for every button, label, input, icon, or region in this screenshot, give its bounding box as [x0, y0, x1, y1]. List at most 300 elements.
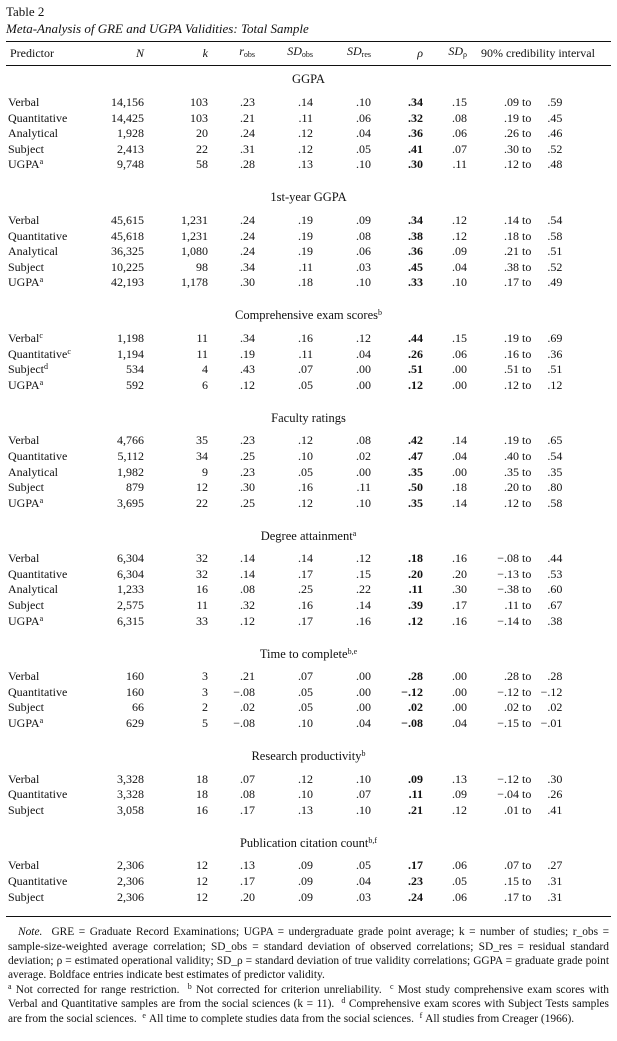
table-row — [6, 787, 611, 803]
sd-rho-cell: .00 — [452, 377, 467, 392]
n-cell: 592 — [126, 377, 144, 392]
sd-res-cell: .00 — [356, 669, 371, 684]
sd-obs-cell: .05 — [298, 464, 313, 479]
k-cell: 32 — [196, 566, 208, 581]
ci-lower: .17 — [504, 275, 519, 290]
ci-lower: .19 — [504, 330, 519, 345]
predictor-cell — [6, 433, 106, 449]
section-title-footnote: a — [352, 528, 357, 538]
section-title — [6, 640, 611, 665]
table-row — [6, 874, 611, 890]
sd-rho-cell: .04 — [452, 448, 467, 463]
note-paragraph — [8, 925, 609, 983]
predictor-name: Subject — [8, 889, 44, 904]
sd-res-cell: .08 — [356, 433, 371, 448]
header-sd-rho: $SD_\rho$ — [448, 44, 467, 60]
rho-cell: −.12 — [401, 684, 423, 699]
n-cell: 1,233 — [117, 582, 144, 597]
ci-upper: .36 — [547, 346, 563, 361]
table-row — [6, 275, 611, 291]
ci-upper: .30 — [547, 771, 563, 786]
n-cell: 1,194 — [117, 346, 144, 361]
r-obs-cell: .31 — [240, 141, 255, 156]
sd-rho-cell: .09 — [452, 244, 467, 259]
table-page — [6, 3, 611, 1026]
rho-cell: .11 — [408, 787, 423, 802]
r-obs-cell: .17 — [240, 874, 255, 888]
table-row — [6, 126, 611, 142]
sd-res-cell: .16 — [356, 613, 371, 628]
sd-rho-cell: .15 — [452, 330, 467, 345]
sd-obs-cell: .11 — [298, 346, 313, 361]
ci-lower: .14 — [504, 212, 519, 227]
table-body — [6, 66, 611, 916]
sd-rho-cell: .00 — [452, 684, 467, 699]
section-title-text: 1st-year GGPA — [270, 190, 347, 205]
r-obs-cell: .24 — [240, 228, 255, 243]
ci-to: to — [522, 362, 532, 377]
section-header-row — [6, 522, 611, 547]
section-title — [6, 184, 611, 209]
predictor-cell — [6, 480, 106, 496]
rho-cell: .12 — [408, 377, 423, 392]
predictor-footnote: a — [39, 377, 44, 387]
predictor-name: Verbal — [8, 330, 40, 345]
r-obs-cell: .20 — [240, 889, 255, 904]
predictor-name: Analytical — [8, 582, 58, 597]
predictor-cell — [6, 685, 106, 701]
ci-lower: −.12 — [497, 684, 519, 699]
ci-upper: .59 — [547, 95, 563, 109]
ci-upper: .38 — [547, 613, 563, 628]
credibility-interval-cell — [467, 213, 611, 229]
predictor-cell — [6, 598, 106, 614]
predictor-footnote: a — [39, 716, 44, 726]
k-cell: 4 — [202, 362, 208, 377]
credibility-interval-cell — [467, 803, 611, 819]
rho-cell: .45 — [408, 259, 423, 274]
r-obs-cell: .02 — [240, 700, 255, 715]
r-obs-cell: .30 — [240, 480, 255, 495]
header-predictor: Predictor — [10, 45, 54, 60]
predictor-name: Verbal — [8, 95, 40, 109]
sd-obs-cell: .05 — [298, 700, 313, 715]
ci-lower: .30 — [504, 141, 519, 156]
section-title-text: Degree attainment — [260, 528, 353, 543]
sd-res-cell: .03 — [356, 259, 371, 274]
k-cell: 32 — [196, 551, 208, 566]
credibility-interval-cell — [467, 95, 611, 111]
k-cell: 11 — [196, 330, 208, 345]
predictor-name: Subject — [8, 802, 44, 817]
credibility-interval-cell — [467, 685, 611, 701]
ci-upper: .52 — [547, 259, 563, 274]
sd-res-cell: .10 — [356, 95, 371, 109]
n-cell: 2,413 — [117, 141, 144, 156]
ci-upper: −.12 — [540, 684, 563, 699]
predictor-name: UGPA — [8, 275, 40, 290]
table-row — [6, 142, 611, 158]
sd-rho-cell: .16 — [452, 613, 467, 628]
n-cell: 1,928 — [117, 126, 144, 141]
table-row — [6, 803, 611, 819]
n-cell: 14,425 — [111, 110, 144, 125]
r-obs-cell: .12 — [240, 377, 255, 392]
predictor-cell — [6, 551, 106, 567]
rho-cell: −.08 — [401, 716, 423, 731]
ci-to: to — [522, 716, 532, 731]
section-gap — [6, 905, 611, 916]
predictor-cell — [6, 787, 106, 803]
section-header-row — [6, 184, 611, 209]
ci-to: to — [522, 448, 532, 463]
table-row — [6, 480, 611, 496]
r-obs-cell: .07 — [240, 771, 255, 786]
ci-lower: −.04 — [497, 787, 519, 802]
header-credibility-interval: 90% credibility interval — [481, 45, 595, 60]
ci-lower: −.12 — [497, 771, 519, 786]
sd-obs-cell: .16 — [298, 330, 313, 345]
k-cell: 35 — [196, 433, 208, 448]
ci-lower: .51 — [504, 362, 519, 377]
predictor-name: Subject — [8, 598, 44, 613]
predictor-cell — [6, 275, 106, 291]
ci-to: to — [522, 346, 532, 361]
sd-rho-cell: .08 — [452, 110, 467, 125]
k-cell: 3 — [202, 684, 208, 699]
credibility-interval-cell — [467, 480, 611, 496]
sd-res-cell: .05 — [356, 141, 371, 156]
ci-upper: .52 — [547, 141, 563, 156]
sd-res-cell: .06 — [356, 110, 371, 125]
rho-cell: .34 — [408, 212, 423, 227]
sd-rho-cell: .09 — [452, 787, 467, 802]
sd-rho-cell: .06 — [452, 889, 467, 904]
predictor-name: Verbal — [8, 669, 40, 684]
rho-cell: .02 — [408, 700, 423, 715]
sd-res-cell: .09 — [356, 212, 371, 227]
ci-to: to — [522, 874, 532, 888]
predictor-cell — [6, 567, 106, 583]
predictor-name: Analytical — [8, 464, 58, 479]
k-cell: 98 — [196, 259, 208, 274]
sd-res-cell: .00 — [356, 684, 371, 699]
predictor-name: Quantitative — [8, 110, 68, 125]
sd-obs-cell: .17 — [298, 566, 313, 581]
predictor-name: UGPA — [8, 157, 40, 172]
table-row — [6, 362, 611, 378]
n-cell: 2,306 — [117, 874, 144, 888]
ci-upper: .48 — [547, 157, 563, 172]
r-obs-cell: .23 — [240, 464, 255, 479]
predictor-cell — [6, 496, 106, 512]
section-gap — [6, 173, 611, 184]
rho-cell: .51 — [408, 362, 423, 377]
n-cell: 5,112 — [117, 448, 144, 463]
credibility-interval-cell — [467, 669, 611, 685]
rho-cell: .50 — [408, 480, 423, 495]
ci-lower: .18 — [504, 228, 519, 243]
ci-upper: .44 — [547, 551, 563, 566]
ci-upper: .65 — [547, 433, 563, 448]
r-obs-cell: .19 — [240, 346, 255, 361]
sd-rho-cell: .17 — [452, 598, 467, 613]
sd-res-cell: .06 — [356, 244, 371, 259]
rho-cell: .09 — [408, 771, 423, 786]
table-title: Meta-Analysis of GRE and UGPA Validities: Total Sample — [6, 21, 309, 36]
n-cell: 2,306 — [117, 858, 144, 873]
predictor-name: Subject — [8, 362, 44, 377]
predictor-cell — [6, 362, 106, 378]
predictor-name: Subject — [8, 700, 44, 715]
sd-obs-cell: .14 — [298, 95, 313, 109]
sd-rho-cell: .20 — [452, 566, 467, 581]
section-title-text: Comprehensive exam scores — [234, 308, 378, 323]
ci-to: to — [522, 669, 532, 684]
section-title-text: Publication citation count — [239, 835, 369, 850]
ci-to: to — [522, 126, 532, 141]
footnote-f: All studies from Creager (1966). — [425, 1012, 575, 1025]
credibility-interval-cell — [467, 449, 611, 465]
predictor-footnote: c — [67, 346, 71, 356]
ci-lower: .26 — [504, 126, 519, 141]
ci-to: to — [522, 582, 532, 597]
sd-res-cell: .04 — [356, 126, 371, 141]
ci-upper: .35 — [547, 464, 563, 479]
r-obs-cell: .21 — [240, 110, 255, 125]
ci-lower: .02 — [504, 700, 519, 715]
k-cell: 1,080 — [181, 244, 208, 259]
rho-cell: .32 — [408, 110, 423, 125]
credibility-interval-cell — [467, 433, 611, 449]
predictor-cell — [6, 772, 106, 788]
sd-obs-cell: .17 — [298, 613, 313, 628]
ci-upper: −.01 — [540, 716, 563, 731]
k-cell: 103 — [190, 95, 208, 109]
table-row — [6, 669, 611, 685]
ci-upper: .67 — [547, 598, 563, 613]
predictor-name: Quantitative — [8, 787, 68, 802]
sd-rho-cell: .00 — [452, 700, 467, 715]
ci-lower: −.14 — [497, 613, 519, 628]
ci-lower: .19 — [504, 433, 519, 448]
rho-cell: .47 — [408, 448, 423, 463]
predictor-cell — [6, 142, 106, 158]
sd-obs-cell: .12 — [298, 141, 313, 156]
section-title-text: Research productivity — [251, 749, 362, 764]
ci-lower: .16 — [504, 346, 519, 361]
table-row — [6, 890, 611, 906]
n-cell: 629 — [126, 716, 144, 731]
credibility-interval-cell — [467, 567, 611, 583]
sd-rho-cell: .06 — [452, 858, 467, 873]
k-cell: 34 — [196, 448, 208, 463]
predictor-footnote: a — [39, 495, 44, 505]
sd-res-cell: .14 — [356, 598, 371, 613]
r-obs-cell: .43 — [240, 362, 255, 377]
section-header-row — [6, 829, 611, 854]
k-cell: 6 — [202, 377, 208, 392]
ci-lower: −.13 — [497, 566, 519, 581]
ci-upper: .54 — [547, 448, 563, 463]
table-row — [6, 229, 611, 245]
credibility-interval-cell — [467, 582, 611, 598]
predictor-name: Analytical — [8, 244, 58, 259]
ci-upper: .28 — [547, 669, 563, 684]
r-obs-cell: .08 — [240, 787, 255, 802]
ci-to: to — [522, 157, 532, 172]
ci-upper: .54 — [547, 212, 563, 227]
footnote-a: Not corrected for range restriction. — [15, 983, 180, 996]
credibility-interval-cell — [467, 614, 611, 630]
n-cell: 2,575 — [117, 598, 144, 613]
sd-res-cell: .03 — [356, 889, 371, 904]
n-cell: 6,304 — [117, 551, 144, 566]
ci-lower: .35 — [504, 464, 519, 479]
ci-lower: .17 — [504, 889, 519, 904]
credibility-interval-cell — [467, 378, 611, 394]
section-gap — [6, 818, 611, 829]
table-row — [6, 157, 611, 173]
rho-cell: .34 — [408, 95, 423, 109]
n-cell: 160 — [126, 669, 144, 684]
ci-to: to — [522, 684, 532, 699]
rho-cell: .24 — [408, 889, 423, 904]
rho-cell: .33 — [408, 275, 423, 290]
k-cell: 16 — [196, 582, 208, 597]
n-cell: 6,315 — [117, 613, 144, 628]
k-cell: 16 — [196, 802, 208, 817]
predictor-footnote: a — [39, 275, 44, 285]
section-title — [6, 302, 611, 327]
table-row — [6, 496, 611, 512]
ci-to: to — [522, 858, 532, 873]
sd-res-cell: .04 — [356, 716, 371, 731]
ci-to: to — [522, 95, 532, 109]
credibility-interval-cell — [467, 260, 611, 276]
credibility-interval-cell — [467, 347, 611, 363]
sd-res-cell: .12 — [356, 330, 371, 345]
predictor-cell — [6, 700, 106, 716]
ci-lower: .01 — [504, 802, 519, 817]
sd-res-cell: .15 — [356, 566, 371, 581]
sd-obs-cell: .05 — [298, 684, 313, 699]
table-row — [6, 772, 611, 788]
r-obs-cell: .34 — [240, 259, 255, 274]
credibility-interval-cell — [467, 700, 611, 716]
predictor-cell — [6, 95, 106, 111]
r-obs-cell: .13 — [240, 858, 255, 873]
credibility-interval-cell — [467, 362, 611, 378]
r-obs-cell: .34 — [240, 330, 255, 345]
ci-lower: .09 — [504, 95, 519, 109]
ci-lower: .12 — [504, 157, 519, 172]
sd-res-cell: .00 — [356, 377, 371, 392]
section-title-footnote: b — [361, 749, 366, 759]
n-cell: 160 — [126, 684, 144, 699]
ci-lower: .38 — [504, 259, 519, 274]
r-obs-cell: .17 — [240, 802, 255, 817]
r-obs-cell: .24 — [240, 244, 255, 259]
table-notes — [6, 925, 611, 1026]
credibility-interval-cell — [467, 551, 611, 567]
section-title-footnote: b,e — [347, 646, 358, 656]
predictor-cell — [6, 858, 106, 874]
ci-to: to — [522, 771, 532, 786]
k-cell: 103 — [190, 110, 208, 125]
credibility-interval-cell — [467, 598, 611, 614]
ci-to: to — [522, 330, 532, 345]
ci-to: to — [522, 259, 532, 274]
ci-to: to — [522, 613, 532, 628]
section-gap — [6, 291, 611, 302]
r-obs-cell: .25 — [240, 448, 255, 463]
predictor-footnote: a — [39, 157, 44, 167]
r-obs-cell: .14 — [240, 566, 255, 581]
sd-res-cell: .00 — [356, 700, 371, 715]
rho-cell: .11 — [408, 582, 423, 597]
credibility-interval-cell — [467, 126, 611, 142]
r-obs-cell: .12 — [240, 613, 255, 628]
n-cell: 42,193 — [111, 275, 144, 290]
sd-obs-cell: .05 — [298, 377, 313, 392]
ci-upper: .80 — [547, 480, 563, 495]
bottom-rule — [6, 916, 611, 917]
ci-upper: .31 — [547, 874, 563, 888]
predictor-name: Analytical — [8, 126, 58, 141]
rho-cell: .20 — [408, 566, 423, 581]
predictor-name: Subject — [8, 259, 44, 274]
rho-cell: .26 — [408, 346, 423, 361]
credibility-interval-cell — [467, 111, 611, 127]
sd-res-cell: .04 — [356, 874, 371, 888]
n-cell: 6,304 — [117, 566, 144, 581]
sd-rho-cell: .12 — [452, 212, 467, 227]
table-row — [6, 700, 611, 716]
n-cell: 14,156 — [111, 95, 144, 109]
sd-rho-cell: .06 — [452, 346, 467, 361]
rho-cell: .38 — [408, 228, 423, 243]
sd-rho-cell: .16 — [452, 551, 467, 566]
sd-rho-cell: .05 — [452, 874, 467, 888]
predictor-cell — [6, 669, 106, 685]
predictor-footnote: a — [39, 613, 44, 623]
ci-upper: .26 — [547, 787, 563, 802]
r-obs-cell: .32 — [240, 598, 255, 613]
ci-lower: .11 — [504, 598, 519, 613]
sd-rho-cell: .04 — [452, 259, 467, 274]
r-obs-cell: .24 — [240, 212, 255, 227]
rho-cell: .36 — [408, 126, 423, 141]
credibility-interval-cell — [467, 716, 611, 732]
predictor-name: Quantitative — [8, 684, 68, 699]
sd-rho-cell: .11 — [452, 157, 467, 172]
predictor-cell — [6, 260, 106, 276]
table-row — [6, 260, 611, 276]
section-title — [6, 522, 611, 547]
predictor-name: Verbal — [8, 433, 40, 448]
n-cell: 10,225 — [111, 259, 144, 274]
ci-upper: .45 — [547, 110, 563, 125]
table-number: Table 2 — [6, 4, 45, 19]
table-row — [6, 111, 611, 127]
sd-obs-cell: .18 — [298, 275, 313, 290]
section-header-row — [6, 404, 611, 429]
sd-obs-cell: .16 — [298, 480, 313, 495]
ci-upper: .58 — [547, 495, 563, 510]
ci-upper: .51 — [547, 362, 563, 377]
sd-res-cell: .00 — [356, 464, 371, 479]
